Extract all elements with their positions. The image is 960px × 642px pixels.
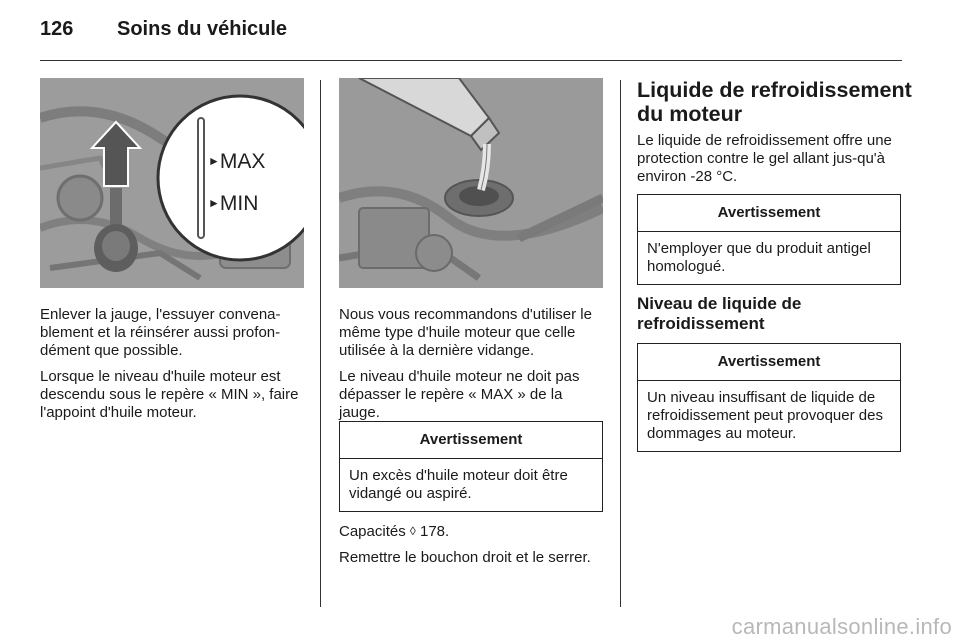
paragraph: Remettre le bouchon droit et le serrer.: [339, 549, 591, 566]
max-mark: [208, 150, 265, 174]
column-divider: [320, 80, 321, 607]
col2-text: [339, 306, 605, 430]
column-divider: [620, 80, 621, 607]
oil-pouring-illustration: [339, 78, 603, 288]
warning-title: Avertissement: [638, 344, 900, 381]
paragraph: Le niveau d'huile moteur ne doit pas dépasser le repère « MAX » de la jauge.: [339, 368, 580, 421]
coolant-level-subheading: Niveau de liquide de refroidissement: [637, 294, 802, 333]
col1-text: [40, 306, 304, 430]
coolant-heading: Liquide de refroidissement du moteur: [637, 78, 912, 126]
min-mark: [208, 192, 258, 216]
dipstick-illustration: [40, 78, 304, 288]
paragraph: Enlever la jauge, l'essuyer convena-blement et la réinsérer aussi profon-dément que possible.: [40, 306, 281, 359]
capacities-page: 178.: [419, 523, 450, 540]
col2-text-after: [339, 522, 605, 575]
paragraph: Nous vous recommandons d'utiliser le même type d'huile moteur que celle utilisée à la dernière vidange.: [339, 306, 592, 359]
paragraph: Lorsque le niveau d'huile moteur est descendu sous le repère « MIN », faire l'appoint d'huile moteur.: [40, 368, 299, 421]
marker-icon: ►: [208, 154, 220, 168]
warning-title: Avertissement: [340, 422, 602, 459]
watermark: carmanualsonline.info: [731, 614, 952, 639]
page-reference-icon: ◊: [409, 524, 416, 538]
warning-box-oil: [339, 421, 603, 512]
marker-icon: ►: [208, 196, 220, 210]
max-label: MAX: [219, 150, 266, 173]
page-number: 126: [40, 18, 74, 40]
paragraph: Le liquide de refroidissement offre une protection contre le gel allant jus-qu'à environ -28 °C.: [637, 132, 892, 185]
warning-box-antifreeze: [637, 194, 901, 285]
col3-text: [637, 132, 905, 194]
warning-title: Avertissement: [638, 195, 900, 232]
header-rule: [40, 60, 902, 61]
warning-box-coolant-level: [637, 343, 901, 452]
capacities-paragraph: Capacités ◊ 178.: [339, 523, 450, 540]
warning-text: Un niveau insuffisant de liquide de refroidissement peut provoquer des dommages au moteur.: [647, 389, 883, 442]
section-title: Soins du véhicule: [117, 18, 288, 40]
warning-text: Un excès d'huile moteur doit être vidangé ou aspiré.: [349, 467, 568, 502]
warning-text: N'employer que du produit antigel homologué.: [647, 240, 871, 275]
min-label: MIN: [219, 192, 259, 215]
